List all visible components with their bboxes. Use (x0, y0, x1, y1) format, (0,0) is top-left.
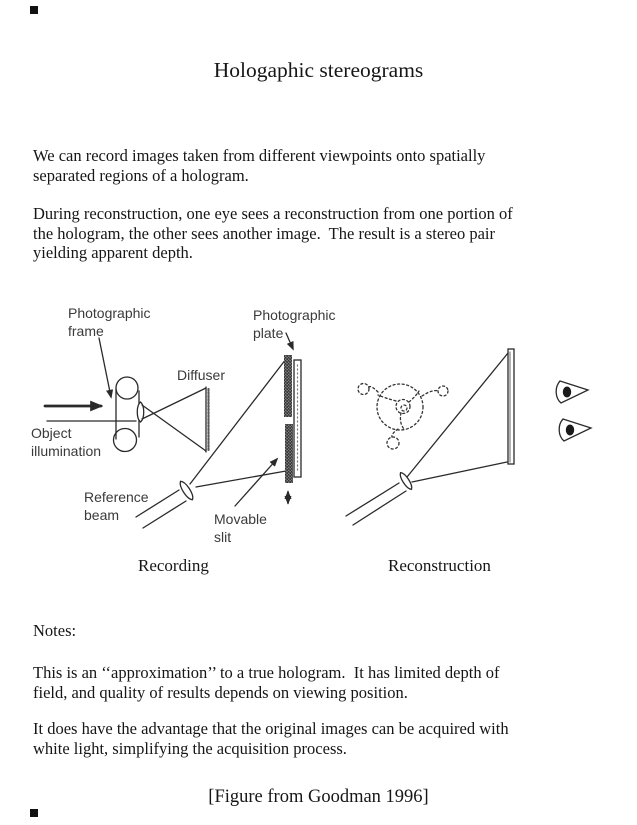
film-reel-bottom (114, 429, 137, 452)
label-photographic-plate: plate (253, 325, 284, 341)
page-title: Hologaphic stereograms (213, 58, 424, 82)
slit-pointer-arrow (235, 459, 277, 506)
slit-mask-upper (284, 355, 292, 417)
eye-icon (559, 419, 591, 441)
text-line: the hologram, the other sees another image. The result is a stereo pair (33, 223, 495, 243)
text-line: separated regions of a hologram. (33, 165, 249, 185)
virtual-image-pinwheel (358, 384, 448, 450)
ray-to-diffuser-1 (142, 405, 206, 451)
label-reference-beam: beam (84, 507, 120, 523)
caption-reconstruction: Reconstruction (388, 556, 491, 575)
notes-heading-block (33, 621, 76, 641)
notes-heading: Notes: (33, 621, 77, 640)
text-line: We can record images taken from different viewpoints onto spatially (33, 146, 486, 165)
frame-pointer-arrow (99, 338, 111, 397)
label-diffuser: Diffuser (177, 367, 225, 383)
film-reel-top (116, 377, 138, 399)
label-movable-slit: Movable (214, 511, 267, 527)
text-line: This is an ‘‘approximation’’ to a true hologram. It has limited depth of (33, 663, 500, 682)
reference-lens (178, 479, 196, 501)
text-line: During reconstruction, one eye sees a reconstruction from one portion of (33, 204, 513, 223)
slit-mask-lower (285, 424, 293, 483)
text-line: white light, simplifying the acquisition process. (33, 738, 347, 758)
notes-paragraph-2 (33, 719, 509, 758)
label-photographic-plate: Photographic (253, 307, 336, 323)
reconstruction-ray-lower (412, 462, 507, 482)
label-reference-beam: Reference (84, 489, 149, 505)
caption-recording: Recording (138, 556, 209, 575)
figure-credit: [Figure from Goodman 1996] (208, 787, 429, 807)
label-object-illumination: illumination (31, 443, 102, 459)
reconstruction-beam-line-2 (353, 491, 406, 525)
ray-to-diffuser-2 (142, 388, 206, 419)
text-line: It does have the advantage that the original images can be acquired with (33, 719, 509, 738)
text-line: yielding apparent depth. (33, 243, 193, 263)
reference-ray-lower (196, 471, 286, 487)
label-object-illumination: Object (31, 425, 72, 441)
reconstruction-ray-upper (407, 353, 508, 477)
label-photographic-frame: frame (68, 323, 104, 339)
notes-paragraph-1 (33, 663, 499, 702)
eye-icon (556, 381, 588, 403)
reconstruction-diagram (346, 349, 591, 525)
label-movable-slit: slit (214, 529, 232, 545)
hologram-plate (508, 349, 514, 464)
label-photographic-frame: Photographic (68, 305, 151, 321)
reconstruction-lens (398, 471, 414, 491)
text-line: field, and quality of results depends on viewing position. (33, 682, 408, 702)
plate-pointer-arrow (286, 333, 293, 349)
reconstruction-beam-line-1 (346, 483, 399, 516)
reference-beam-line-2 (143, 501, 186, 528)
